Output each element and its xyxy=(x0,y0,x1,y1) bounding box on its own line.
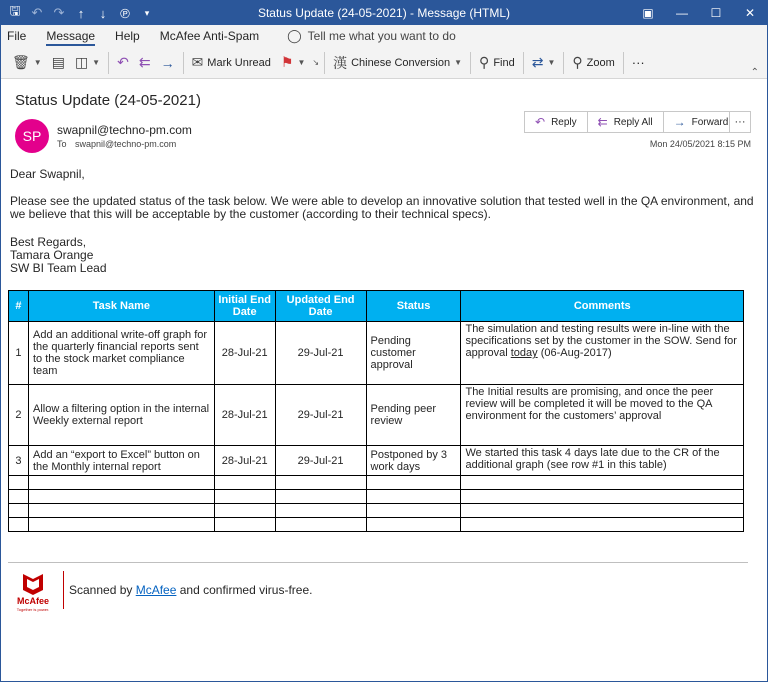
divider xyxy=(183,52,184,74)
task-comment: We started this task 4 days late due to the CR of the additional graph (see row #1 in this table) xyxy=(461,446,744,476)
tab-help[interactable]: Help xyxy=(115,29,140,43)
move-icon: ◫ xyxy=(74,54,89,70)
tab-message[interactable]: Message xyxy=(46,25,95,47)
task-status: Pending customer approval xyxy=(366,322,461,385)
message-datetime: Mon 24/05/2021 8:15 PM xyxy=(649,139,751,149)
translate-icon: ⇄ xyxy=(531,54,544,70)
empty-table-row xyxy=(9,490,744,504)
signature-title: SW BI Team Lead xyxy=(10,261,107,275)
task-name: Add an additional write-off graph for the quarterly financial reports sent to the stock market compliance team xyxy=(28,322,214,385)
save-icon[interactable]: 🖫 xyxy=(9,3,21,18)
reply-icon: ↶ xyxy=(117,54,129,70)
task-status: Pending peer review xyxy=(366,385,461,446)
flag-icon: ⚑ xyxy=(280,54,294,70)
window-controls xyxy=(631,1,767,25)
reply-icon: ↶ xyxy=(535,115,546,129)
recipient-address[interactable]: swapnil@techno-pm.com xyxy=(75,139,177,149)
column-header-number: # xyxy=(9,291,29,322)
minimize-button[interactable]: — xyxy=(676,6,688,20)
updated-end-date: 29-Jul-21 xyxy=(275,322,366,385)
initial-end-date: 28-Jul-21 xyxy=(214,446,275,476)
translate-icon[interactable]: ℗ xyxy=(120,5,130,21)
lightbulb-icon: ◯ xyxy=(287,28,302,43)
tab-file[interactable]: File xyxy=(7,29,27,43)
mcafee-logo-text: McAfee xyxy=(16,596,50,606)
delete-button[interactable] xyxy=(7,50,47,76)
more-actions-button[interactable]: ··· xyxy=(729,111,751,133)
updated-end-date: 29-Jul-21 xyxy=(275,446,366,476)
title-bar xyxy=(1,1,767,25)
forward-button[interactable] xyxy=(664,112,739,132)
scan-text-end: and confirmed virus-free. xyxy=(176,583,313,597)
chevron-down-icon: ▼ xyxy=(92,58,101,67)
find-button[interactable] xyxy=(474,50,520,76)
close-button[interactable]: ✕ xyxy=(744,6,756,20)
table-header-row xyxy=(9,291,744,322)
magnifier-icon: ⚲ xyxy=(572,54,583,70)
task-name: Allow a filtering option in the internal Weekly external report xyxy=(28,385,214,446)
table-row xyxy=(9,322,744,385)
comment-text-end: (06-Aug-2017) xyxy=(537,347,612,359)
empty-table-row xyxy=(9,504,744,518)
undo-icon[interactable]: ↶ xyxy=(31,5,43,20)
body-paragraph: Please see the updated status of the task below. We were able to develop an innovative solution that tested well in the QA environment, and we believe that this will be acceptable by the customer (according to their technical specs). xyxy=(10,194,754,221)
divider xyxy=(324,52,325,74)
reply-label: Reply xyxy=(551,116,577,128)
forward-icon: → xyxy=(160,54,175,71)
envelope-icon: ✉ xyxy=(191,54,204,70)
greeting: Dear Swapnil, xyxy=(10,167,85,181)
signature-name: Tamara Orange xyxy=(10,248,94,262)
chevron-down-icon: ▼ xyxy=(454,58,463,67)
ribbon-tabs xyxy=(1,25,767,47)
zoom-label: Zoom xyxy=(586,56,615,69)
mcafee-link[interactable]: McAfee xyxy=(135,583,177,597)
tags-dialog-launcher[interactable] xyxy=(310,50,321,76)
recipient-line xyxy=(57,139,176,149)
divider xyxy=(563,52,564,74)
divider xyxy=(108,52,109,74)
sender-address[interactable]: swapnil@techno-pm.com xyxy=(57,123,192,137)
arrow-up-icon[interactable]: ↑ xyxy=(77,5,85,21)
more-commands-button[interactable] xyxy=(627,50,650,76)
reply-all-label: Reply All xyxy=(613,116,653,128)
forward-ribbon-button[interactable] xyxy=(156,50,180,76)
archive-button[interactable] xyxy=(47,50,70,76)
divider xyxy=(623,52,624,74)
chinese-conversion-button[interactable] xyxy=(328,50,467,76)
initial-end-date: 28-Jul-21 xyxy=(214,322,275,385)
zoom-button[interactable] xyxy=(567,50,619,76)
updated-end-date: 29-Jul-21 xyxy=(275,385,366,446)
mcafee-logo-tagline: Together is power. xyxy=(16,607,50,612)
trash-icon: 🗑 xyxy=(12,54,30,70)
search-icon: ⚲ xyxy=(479,54,490,70)
comment-text: The simulation and testing results were in-line with the specifications set by the customer in the SOW. Send for approval xyxy=(465,323,737,359)
comment-underlined: today xyxy=(510,347,538,359)
chevron-down-icon: ▼ xyxy=(547,58,556,67)
redo-icon[interactable]: ↷ xyxy=(53,5,65,20)
archive-icon: ▤ xyxy=(51,54,65,70)
logo-divider xyxy=(63,571,64,609)
scan-notice xyxy=(69,583,312,597)
divider xyxy=(470,52,471,74)
scan-text: Scanned by xyxy=(69,583,136,597)
empty-table-row xyxy=(9,518,744,532)
column-header-task-name: Task Name xyxy=(28,291,214,322)
row-number: 1 xyxy=(9,322,29,385)
move-button[interactable] xyxy=(70,50,105,76)
customize-qat-icon[interactable]: ▾ xyxy=(144,7,150,18)
arrow-down-icon[interactable]: ↓ xyxy=(99,5,107,21)
collapse-ribbon-icon[interactable]: ⌃ xyxy=(750,67,759,78)
follow-up-button[interactable] xyxy=(276,50,310,76)
signature-line: Best Regards, xyxy=(10,235,87,249)
more-label: ··· xyxy=(631,55,645,70)
task-comment xyxy=(461,322,744,385)
reply-ribbon-button[interactable] xyxy=(112,50,134,76)
task-status: Postponed by 3 work days xyxy=(366,446,461,476)
window-title: Status Update (24-05-2021) - Message (HTML) xyxy=(257,6,511,20)
column-header-comments: Comments xyxy=(461,291,744,322)
chinese-conversion-icon: 漢 xyxy=(333,54,348,71)
message-subject: Status Update (24-05-2021) xyxy=(15,92,201,109)
chinese-conversion-label: Chinese Conversion xyxy=(351,56,451,69)
reply-all-button[interactable] xyxy=(588,112,664,132)
find-label: Find xyxy=(493,56,515,69)
forward-icon: → xyxy=(673,115,686,129)
row-number: 3 xyxy=(9,446,29,476)
forward-label: Forward xyxy=(691,116,729,128)
chevron-down-icon: ▼ xyxy=(297,58,306,67)
tell-me-box[interactable] xyxy=(287,28,456,44)
translate-button[interactable] xyxy=(527,50,561,76)
column-header-initial-end-date: Initial End Date xyxy=(214,291,275,322)
divider xyxy=(523,52,524,74)
reply-all-icon: ⇇ xyxy=(138,54,151,70)
row-number: 2 xyxy=(9,385,29,446)
maximize-button[interactable]: ☐ xyxy=(710,6,722,20)
divider xyxy=(8,562,748,563)
column-header-updated-end-date: Updated End Date xyxy=(275,291,366,322)
table-row xyxy=(9,446,744,476)
ribbon-display-options-icon[interactable]: ▣ xyxy=(642,6,654,20)
mcafee-logo xyxy=(9,570,57,614)
mark-unread-button[interactable] xyxy=(187,50,276,76)
dialog-launcher-icon: ↘ xyxy=(312,58,320,67)
task-comment: The Initial results are promising, and once the peer review will be completed it will be moved to the QA environment for the customers’ approval xyxy=(461,385,744,446)
reply-all-ribbon-button[interactable] xyxy=(134,50,156,76)
initial-end-date: 28-Jul-21 xyxy=(214,385,275,446)
task-status-table xyxy=(8,290,744,532)
signature xyxy=(10,236,107,275)
reply-all-icon: ⇇ xyxy=(597,115,608,129)
column-header-status: Status xyxy=(366,291,461,322)
table-row xyxy=(9,385,744,446)
mark-unread-label: Mark Unread xyxy=(207,56,271,69)
tab-mcafee-anti-spam[interactable]: McAfee Anti-Spam xyxy=(159,29,260,43)
empty-table-row xyxy=(9,476,744,490)
quick-access-toolbar xyxy=(7,1,155,25)
avatar[interactable]: SP xyxy=(15,119,49,153)
reply-button[interactable] xyxy=(525,112,588,132)
to-label: To xyxy=(57,139,67,149)
chevron-down-icon: ▼ xyxy=(33,58,42,67)
message-actions xyxy=(524,111,739,133)
task-name: Add an “export to Excel” button on the Monthly internal report xyxy=(28,446,214,476)
ribbon-toolbar xyxy=(1,47,767,79)
tell-me-text: Tell me what you want to do xyxy=(307,29,456,43)
